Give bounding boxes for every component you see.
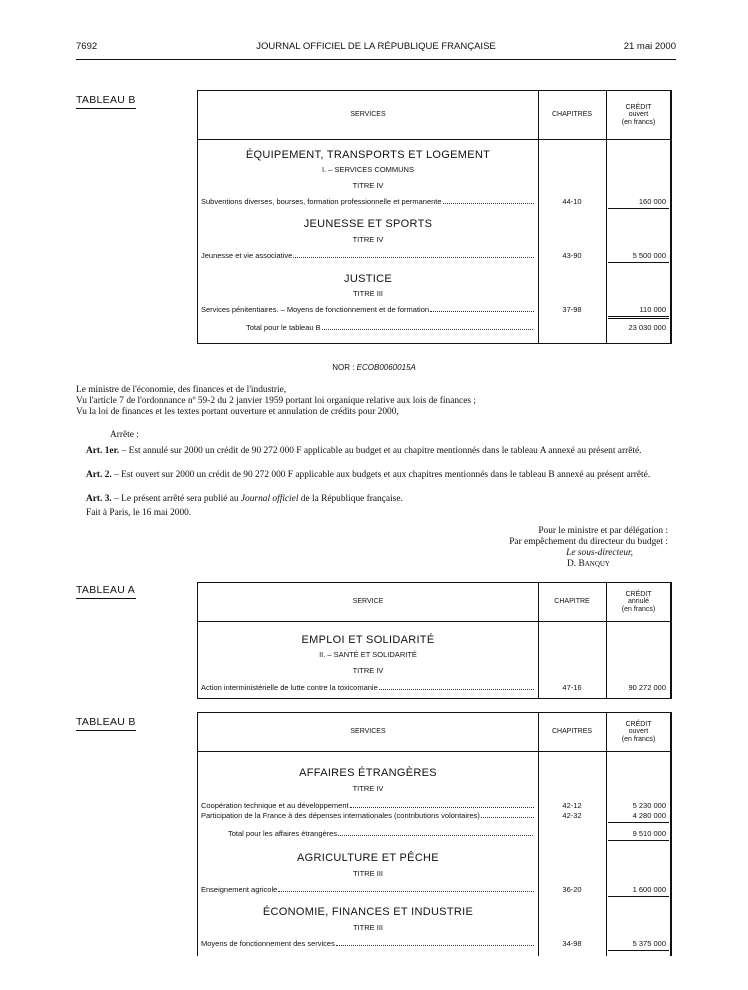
credit-amount: 160 000: [638, 197, 666, 206]
table-b2: [197, 712, 672, 956]
credit-amount: 110 000: [639, 305, 666, 314]
amount-rule: [608, 262, 669, 263]
section-titre: TITRE IV: [352, 181, 384, 190]
table-b2-label: TABLEAU B: [76, 716, 136, 728]
section-title: AFFAIRES ÉTRANGÈRES: [299, 767, 437, 779]
section-titre: TITRE III: [353, 923, 383, 932]
table-b1: [197, 90, 672, 344]
preamble-line: Vu l'article 7 de l'ordonnance nº 59-2 du 2 janvier 1959 portant loi organique relative aux lois de finances ;: [76, 396, 476, 406]
article-1: Art. 1er. – Est annulé sur 2000 un crédit de 90 272 000 F applicable au budget et au chapitre mentionnés dans le tableau A annexé au présent arrêté.: [86, 446, 642, 456]
total-row: Total pour le tableau B: [246, 323, 534, 332]
header-rule: [76, 59, 676, 60]
section-title: ÉCONOMIE, FINANCES ET INDUSTRIE: [262, 906, 474, 918]
page-header: [76, 41, 676, 55]
col-service-header: SERVICE: [352, 598, 384, 606]
signature-line: Par empêchement du directeur du budget :: [509, 537, 668, 547]
nor-code: ECOB0060015A: [356, 363, 416, 372]
chapter-code: 42-12: [562, 801, 582, 810]
chapter-code: 36-20: [562, 885, 582, 894]
fait-line: Fait à Paris, le 16 mai 2000.: [86, 508, 192, 518]
table-row: Enseignement agricole: [201, 885, 535, 894]
chapter-code: 37-98: [562, 305, 582, 314]
section-subtitle: II. – SANTÉ ET SOLIDARITÉ: [319, 650, 417, 659]
col-divider: [606, 583, 607, 698]
credit-amount: 1 600 000: [632, 885, 666, 894]
col-divider: [538, 583, 539, 698]
page-number: 7692: [76, 41, 98, 52]
chapter-code: 42-32: [562, 811, 582, 820]
issue-date: 21 mai 2000: [623, 41, 676, 52]
amount-rule: [608, 208, 669, 209]
chapter-code: 43-90: [562, 251, 582, 260]
chapter-code: 34-98: [562, 939, 582, 948]
signature-line: Pour le ministre et par délégation :: [538, 526, 668, 536]
col-chapitres-header: CHAPITRES: [551, 728, 593, 736]
table-row: Action interministérielle de lutte contre la toxicomanie: [201, 683, 535, 692]
table-a-label: TABLEAU A: [76, 584, 136, 596]
total-amount: 23 030 000: [628, 323, 666, 332]
credit-line-2: ouvert: [628, 111, 649, 119]
col-credit-header: CRÉDIT ouvert (en francs): [621, 720, 656, 743]
article-2: Art. 2. – Est ouvert sur 2000 un crédit de 90 272 000 F applicable aux budgets et aux chapitres mentionnés dans le tableau B annexé au présent arrêté.: [86, 470, 651, 480]
table-row: Moyens de fonctionnement des services: [201, 939, 535, 948]
arrete: Arrête :: [110, 430, 139, 440]
table-b1-label: TABLEAU B: [76, 94, 136, 106]
preamble-line: Le ministre de l'économie, des finances et de l'industrie,: [76, 385, 287, 395]
nor-prefix: NOR :: [332, 363, 355, 372]
table-a: [197, 582, 672, 699]
preamble-line: Vu la loi de finances et les textes portant ouverture et annulation de crédits pour 2000,: [76, 407, 399, 417]
credit-amount: 90 272 000: [628, 683, 666, 692]
table-b1-header-row: [198, 91, 670, 140]
col-credit-header: [606, 91, 671, 139]
credit-line-3: (en francs): [621, 118, 656, 126]
credit-amount: 5 230 000: [632, 801, 666, 810]
amount-rule: [608, 822, 669, 823]
table-b2-label-rule: [76, 730, 136, 731]
section-title: AGRICULTURE ET PÊCHE: [297, 852, 439, 864]
chapter-code: 44-10: [562, 197, 582, 206]
nor-reference: [0, 363, 748, 372]
section-title: EMPLOI ET SOLIDARITÉ: [301, 634, 435, 646]
col-credit-header: CRÉDIT annulé (en francs): [621, 590, 656, 613]
table-a-header-row: [198, 583, 670, 622]
section-titre: TITRE IV: [352, 666, 384, 675]
col-divider: [606, 91, 607, 343]
col-chapitre-header: CHAPITRE: [554, 598, 590, 606]
table-a-label-rule: [76, 598, 136, 599]
col-services-header: SERVICES: [350, 111, 386, 119]
table-row: Services pénitentiaires. – Moyens de fonctionnement et de formation: [201, 305, 535, 314]
table-row: Jeunesse et vie associative: [201, 251, 535, 260]
col-divider: [538, 713, 539, 956]
section-title: ÉQUIPEMENT, TRANSPORTS ET LOGEMENT: [245, 149, 491, 161]
amount-rule: [608, 840, 669, 841]
section-titre: TITRE IV: [352, 235, 384, 244]
table-row: Subventions diverses, bourses, formation professionnelle et permanente: [201, 197, 535, 206]
credit-amount: 5 375 000: [632, 939, 666, 948]
col-divider: [606, 713, 607, 956]
amount-rule: [608, 316, 669, 319]
credit-line-1: CRÉDIT: [625, 103, 652, 111]
table-b1-label-rule: [76, 108, 136, 109]
subtotal-row: Total pour les affaires étrangères: [228, 829, 534, 838]
table-row: Coopération technique et au développement: [201, 801, 535, 810]
section-title: JEUNESSE ET SPORTS: [303, 218, 433, 230]
credit-amount: 5 500 000: [632, 251, 666, 260]
col-services-header: SERVICES: [350, 728, 386, 736]
section-subtitle: I. – SERVICES COMMUNS: [322, 165, 414, 174]
table-row: Participation de la France à des dépenses internationales (contributions volontaires): [201, 811, 535, 820]
table-b2-header-row: [198, 713, 670, 752]
journal-title: JOURNAL OFFICIEL DE LA RÉPUBLIQUE FRANÇAISE: [256, 41, 496, 52]
col-chapitres-header: CHAPITRES: [551, 111, 593, 119]
chapter-code: 47-16: [562, 683, 582, 692]
section-titre: TITRE III: [353, 869, 383, 878]
amount-rule: [608, 896, 669, 897]
amount-rule: [608, 950, 669, 951]
credit-amount: 4 280 000: [632, 811, 666, 820]
article-3: Art. 3. – Le présent arrêté sera publié au Journal officiel de la République française.: [86, 494, 403, 504]
section-titre: TITRE IV: [352, 784, 384, 793]
section-titre: TITRE III: [353, 289, 383, 298]
section-title: JUSTICE: [344, 273, 392, 285]
signature-title: Le sous-directeur,: [566, 548, 633, 558]
signatory-name: D. Banquy: [567, 559, 610, 569]
subtotal-amount: 9 510 000: [632, 829, 666, 838]
